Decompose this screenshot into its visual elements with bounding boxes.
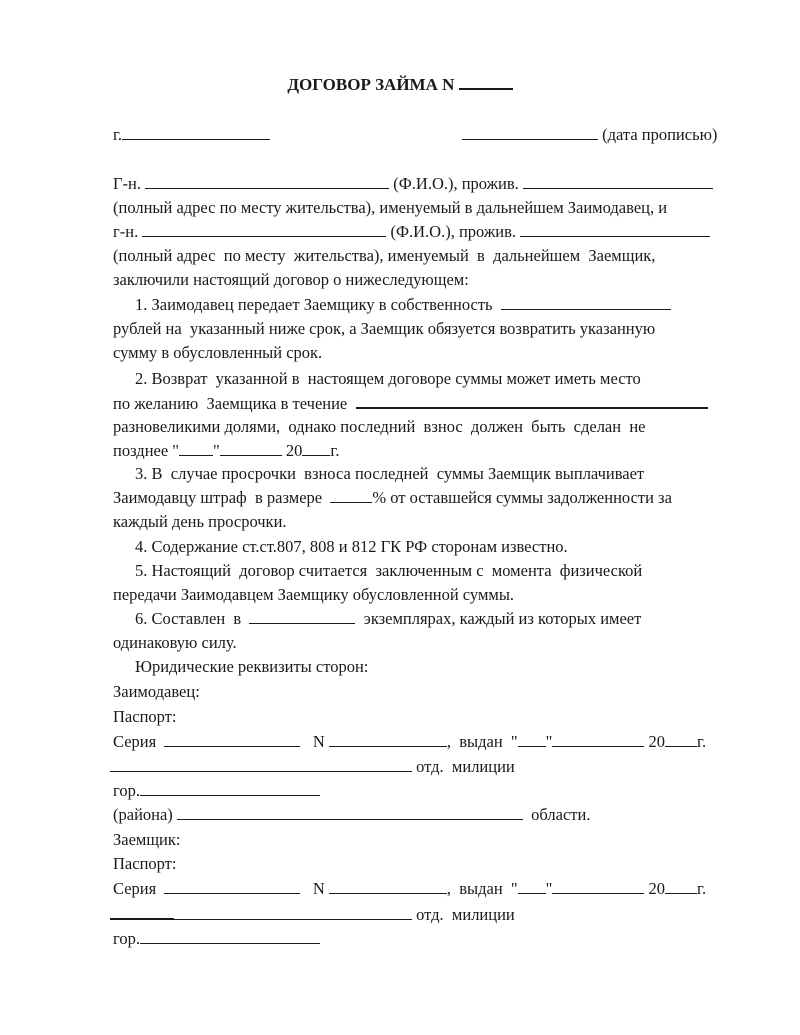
lender-region-field[interactable]: [177, 804, 523, 820]
lender-passport-line: Серия N , выдан " " 20 г.: [113, 732, 707, 751]
borrower-name-field[interactable]: [142, 221, 386, 237]
lender-city-line: гор.: [113, 780, 320, 802]
borrower-police-dept-short-field[interactable]: [110, 903, 174, 920]
clause-2-line-3: разновеликими долями, однако последний взнос должен быть сделан не: [113, 417, 646, 436]
lender-address-line: (полный адрес по месту жительства), именуемый в дальнейшем Заимодавец, и: [113, 198, 668, 217]
penalty-percent-field[interactable]: [330, 487, 372, 503]
lender-issue-year-field[interactable]: [665, 731, 697, 747]
clause-5-line-2: передачи Заимодавцем Заемщику обусловленной суммы.: [113, 585, 515, 604]
clause-6-line-2: одинаковую силу.: [113, 633, 237, 652]
borrower-police-dept-field[interactable]: [174, 904, 412, 920]
clause-4-line-1: 4. Содержание ст.ст.807, 808 и 812 ГК РФ сторонам известно.: [135, 537, 568, 556]
clause-2-line-4: позднее " " 20 г.: [113, 441, 340, 460]
clause-3-line-2: Заимодавцу штраф в размере % от оставшейся суммы задолженности за: [113, 488, 672, 507]
lender-issue-day-field[interactable]: [518, 731, 546, 747]
lender-region-line: (района) области.: [113, 805, 591, 824]
clause-3-line-1: 3. В случае просрочки взноса последней суммы Заемщик выплачивает: [135, 464, 645, 483]
deadline-year-field[interactable]: [302, 440, 330, 456]
document-title: ДОГОВОР ЗАЙМА N: [0, 74, 800, 96]
clause-2-line-2: по желанию Заемщика в течение: [113, 392, 708, 415]
date-field[interactable]: [462, 124, 598, 140]
clause-1-line-2: рублей на указанный ниже срок, а Заемщик обязуется возвратить указанную: [113, 319, 656, 338]
borrower-issue-day-field[interactable]: [518, 878, 546, 894]
lender-police-line: отд. милиции: [110, 756, 515, 778]
clause-5-line-1: 5. Настоящий договор считается заключенным с момента физической: [135, 561, 643, 580]
deadline-day-field[interactable]: [179, 440, 213, 456]
clause-3-line-3: каждый день просрочки.: [113, 512, 287, 531]
clause-2-line-1: 2. Возврат указанной в настоящем договоре суммы может иметь место: [135, 369, 641, 388]
lender-name-field[interactable]: [145, 173, 389, 189]
copies-count-field[interactable]: [249, 608, 355, 624]
lender-passport-label: Паспорт:: [113, 707, 177, 726]
lender-passport-number-field[interactable]: [329, 731, 447, 747]
contract-number-field[interactable]: [459, 74, 513, 90]
loan-amount-field[interactable]: [501, 294, 671, 310]
borrower-address-field[interactable]: [520, 221, 710, 237]
borrower-label: Заемщик:: [113, 830, 181, 849]
lender-city-field[interactable]: [140, 780, 320, 796]
borrower-issue-month-field[interactable]: [552, 878, 644, 894]
borrower-passport-series-field[interactable]: [164, 878, 300, 894]
repayment-term-field[interactable]: [356, 392, 708, 409]
clause-1-line-1: 1. Заимодавец передает Заемщику в собственность: [135, 294, 671, 316]
clause-1-line-3: сумму в обусловленный срок.: [113, 343, 323, 362]
borrower-name-line: г-н. (Ф.И.О.), прожив.: [113, 221, 710, 243]
lender-police-dept-field[interactable]: [110, 756, 412, 772]
date-line: (дата прописью): [462, 124, 717, 146]
borrower-passport-line: Серия N , выдан " " 20 г.: [113, 879, 707, 898]
lender-label: Заимодавец:: [113, 682, 200, 701]
deadline-month-field[interactable]: [220, 440, 282, 456]
borrower-issue-year-field[interactable]: [665, 878, 697, 894]
clause-6-line-1: 6. Составлен в экземплярах, каждый из которых имеет: [135, 609, 642, 628]
borrower-police-line: отд. милиции: [110, 903, 515, 926]
city-field[interactable]: [122, 124, 270, 140]
lender-issue-month-field[interactable]: [552, 731, 644, 747]
lender-name-line: Г-н. (Ф.И.О.), прожив.: [113, 173, 713, 195]
borrower-city-line: гор.: [113, 928, 320, 950]
lender-address-field[interactable]: [523, 173, 713, 189]
city-line: г.: [113, 124, 270, 146]
borrower-passport-number-field[interactable]: [329, 878, 447, 894]
lender-passport-series-field[interactable]: [164, 731, 300, 747]
conclusion-line: заключили настоящий договор о нижеследующем:: [113, 270, 469, 289]
requisites-heading: Юридические реквизиты сторон:: [135, 657, 369, 676]
borrower-address-line: (полный адрес по месту жительства), именуемый в дальнейшем Заемщик,: [113, 246, 656, 265]
borrower-city-field[interactable]: [140, 928, 320, 944]
borrower-passport-label: Паспорт:: [113, 854, 177, 873]
